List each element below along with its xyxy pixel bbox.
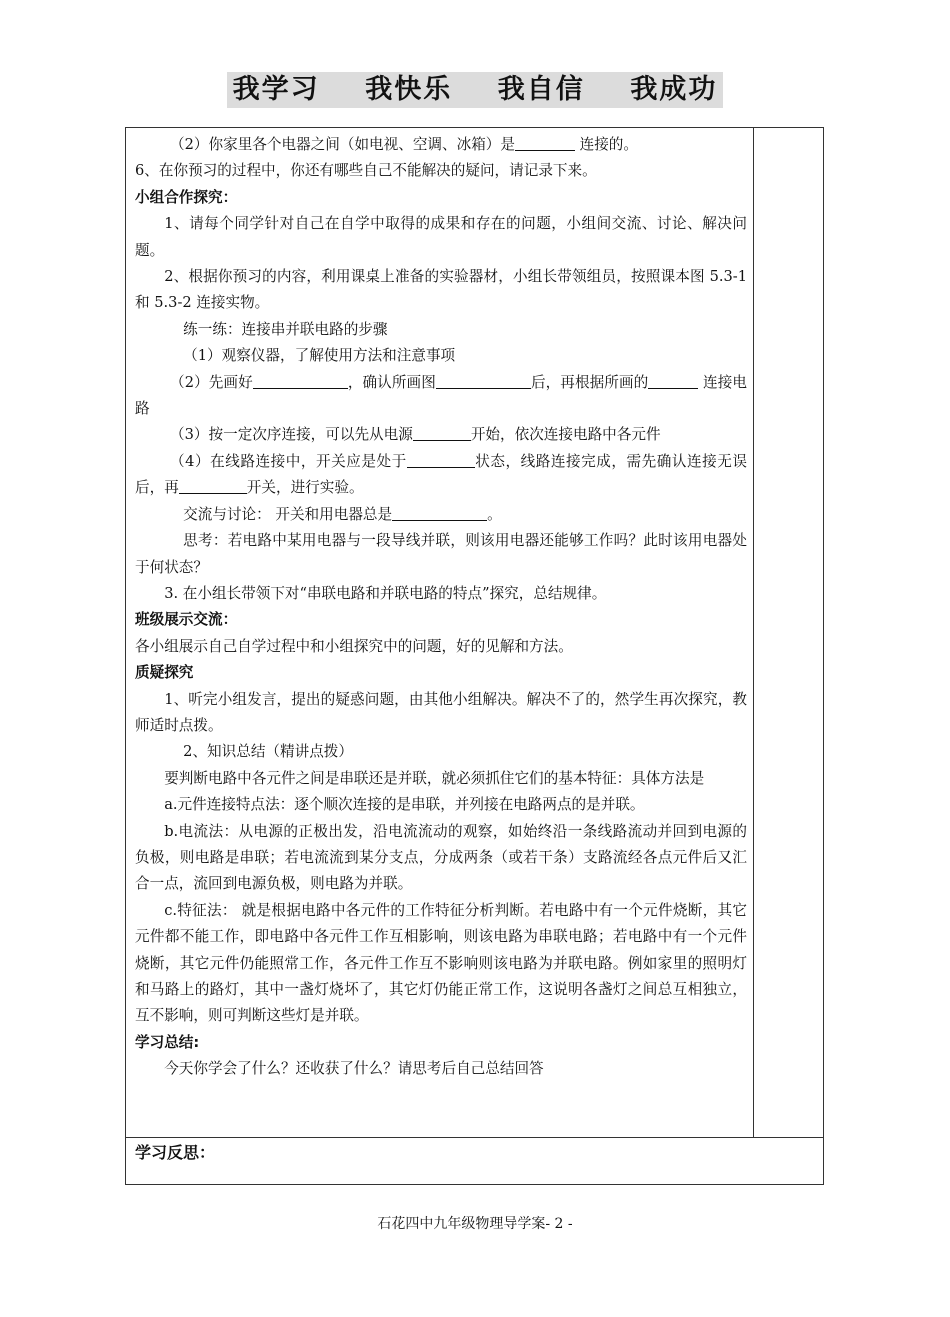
section-heading-group-inquiry: 小组合作探究： xyxy=(135,188,238,206)
step-4: （4）在线路连接中，开关应是处于 状态，线路连接完成，需先确认连接无误后，再 开关，进行实验。 xyxy=(135,452,747,497)
class-share-text: 各小组展示自己自学过程中和小组探究中的问题，好的见解和方法。 xyxy=(135,637,573,655)
group-task-3: 3. 在小组长带领下对“串联电路和并联电路的特点”探究，总结规律。 xyxy=(164,584,607,602)
blank-field[interactable] xyxy=(392,504,487,521)
judge-intro: 要判断电路中各元件之间是串联还是并联，就必须抓住它们的基本特征：具体方法是 xyxy=(164,769,705,787)
discussion: 交流与讨论： 开关和用电器总是 。 xyxy=(183,505,502,523)
row-divider xyxy=(126,1137,823,1138)
section-heading-class-share: 班级展示交流： xyxy=(135,611,238,629)
think-question: 思考：若电路中某用电器与一段导线并联，则该用电器还能够工作吗？此时该用电器处于何状态？ xyxy=(135,532,747,576)
section-heading-query: 质疑探究 xyxy=(135,664,194,682)
method-a: a.元件连接特点法：逐个顺次连接的是串联，并列接在电路两点的是并联。 xyxy=(164,796,645,814)
page-footer: 石花四中九年级物理导学案- 2 - xyxy=(377,1216,573,1232)
section-heading-summary: 学习总结: xyxy=(135,1033,200,1051)
reflection-label: 学习反思： xyxy=(135,1143,216,1162)
worksheet-content xyxy=(135,132,747,1083)
blank-field[interactable] xyxy=(253,372,348,389)
worksheet-table xyxy=(125,127,824,1185)
group-task-1: 1、请每个同学针对自己在自学中取得的成果和存在的问题，小组间交流、讨论、解决问题。 xyxy=(135,215,747,259)
step-2: （2）先画好 ，确认所画图 后，再根据所画的 连接电路 xyxy=(135,373,747,418)
question-appliance-connection: （2）你家里各个电器之间（如电视、空调、冰箱）是 连接的。 xyxy=(170,136,638,153)
group-task-2: 2、根据你预习的内容，利用课桌上准备的实验器材，小组长带领组员，按照课本图 5.3-1 和 5.3-2 连接实物。 xyxy=(135,268,747,312)
blank-field[interactable] xyxy=(179,477,247,494)
blank-field[interactable] xyxy=(648,372,698,389)
blank-field[interactable] xyxy=(413,424,471,441)
method-c: c.特征法： 就是根据电路中各元件的工作特征分析判断。若电路中有一个元件烧断，其它元件都不能工作，即电路中各元件工作互相影响，则该电路为串联电路；若电路中有一个元件烧断，其它元件仍能照常工作，各元件工作互不影响则该电路为并联电路。例如家里的照明灯和马路上的路灯，其中一盏灯烧坏了，其它灯仍能正常工作，这说明各盏灯之间总互相独立，互不影响，则可判断这些灯是并联。 xyxy=(135,901,747,1025)
step-3: （3）按一定次序连接，可以先从电源 开始，依次连接电路中各元件 xyxy=(170,426,661,444)
summary-prompt: 今天你学会了什么？还收获了什么？请思考后自己总结回答 xyxy=(164,1060,544,1078)
query-1: 1、听完小组发言，提出的疑惑问题，由其他小组解决。解决不了的，然学生再次探究，教师适时点拨。 xyxy=(135,690,747,734)
query-2: 2、知识总结（精讲点拨） xyxy=(183,743,353,761)
practice-title: 练一练：连接串并联电路的步骤 xyxy=(183,320,388,338)
blank-field[interactable] xyxy=(515,134,575,151)
question-doubts: 6、在你预习的过程中，你还有哪些自己不能解决的疑问，请记录下来。 xyxy=(135,162,597,180)
method-b: b.电流法：从电源的正极出发，沿电流流动的观察，如始终沿一条线路流动并回到电源的负极，则电路是串联；若电流流到某分支点，分成两条（或若干条）支路流经各点元件后又汇合一点，流回到电源负极，则电路为并联。 xyxy=(135,822,747,893)
blank-field[interactable] xyxy=(407,451,475,468)
step-1: （1）观察仪器，了解使用方法和注意事项 xyxy=(183,347,456,365)
page-header xyxy=(0,72,950,108)
column-divider xyxy=(753,128,754,1137)
blank-field[interactable] xyxy=(436,372,531,389)
motto-banner: 我学习 我快乐 我自信 我成功 xyxy=(227,72,724,108)
